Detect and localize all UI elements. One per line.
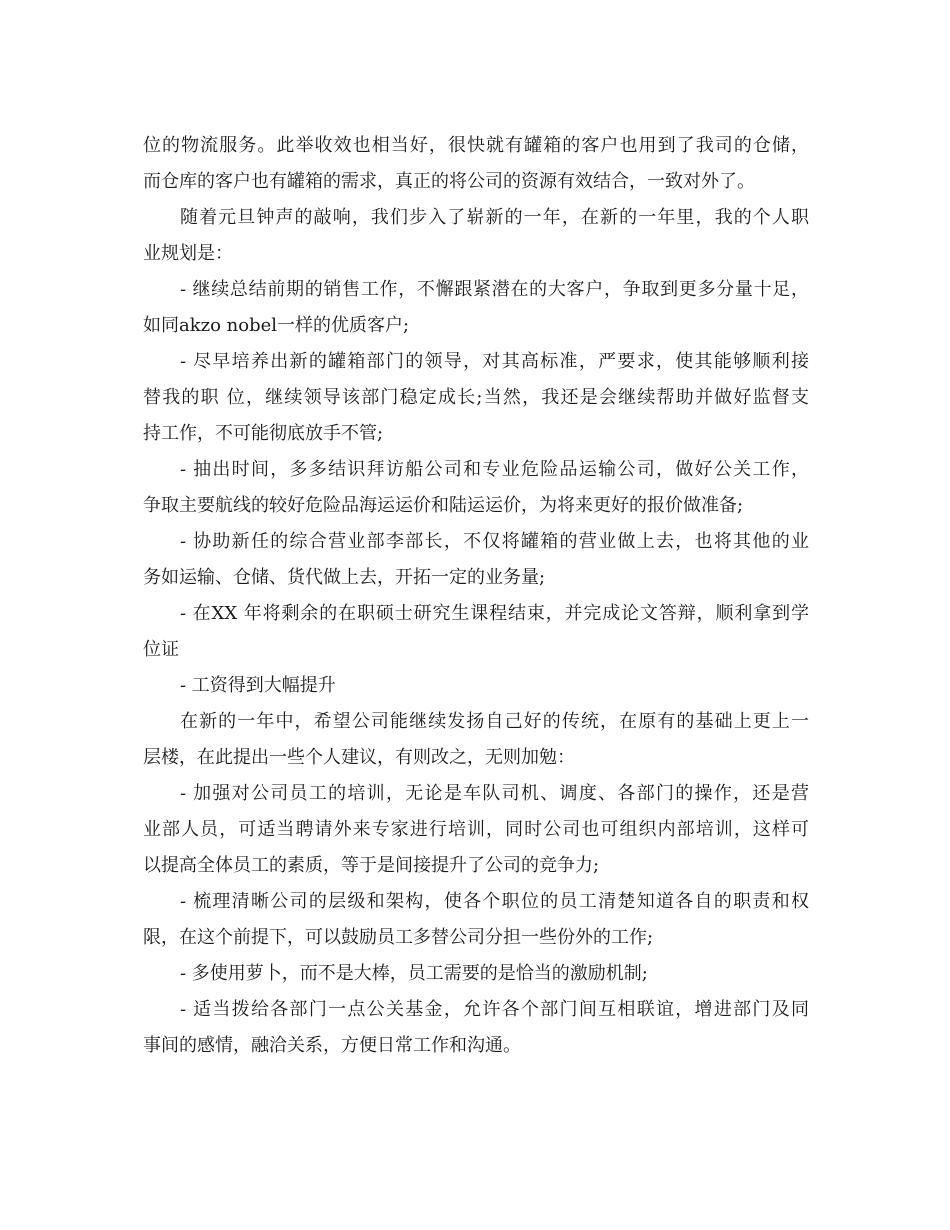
- list-item: [143, 668, 809, 704]
- paragraph: [143, 704, 809, 776]
- text-line: - 适当拨给各部门一点公关基金，允许各个部门间互相联谊，增进部门及同: [180, 999, 809, 1020]
- text-line: 在新的一年中，希望公司能继续发扬自己好的传统，在原有的基础上更上一: [180, 711, 809, 732]
- text-line: 位证: [143, 639, 179, 660]
- paragraph: [143, 200, 809, 272]
- list-item: [143, 956, 809, 992]
- text-line: 持工作，不可能彻底放手不管;: [143, 423, 384, 444]
- list-item: [143, 884, 809, 956]
- list-item: [143, 992, 809, 1064]
- text-line: 而仓库的客户也有罐箱的需求，真正的将公司的资源有效结合，一致对外了。: [143, 171, 755, 192]
- list-item: [143, 524, 809, 596]
- text-line: - 加强对公司员工的培训，无论是车队司机、调度、各部门的操作，还是营: [180, 783, 809, 804]
- text-line: 业部人员，可适当聘请外来专家进行培训，同时公司也可组织内部培训，这样可: [143, 819, 809, 840]
- list-item: [143, 776, 809, 884]
- list-item: [143, 596, 809, 668]
- text-line: - 抽出时间，多多结识拜访船公司和专业危险品运输公司，做好公关工作，: [180, 459, 809, 480]
- text-line: 位的物流服务。此举收效也相当好，很快就有罐箱的客户也用到了我司的仓储，: [143, 135, 809, 156]
- text-line: - 梳理清晰公司的层级和架构，使各个职位的员工清楚知道各自的职责和权: [180, 891, 809, 912]
- text-line: 事间的感情，融洽关系，方便日常工作和沟通。: [143, 1035, 521, 1056]
- text-line: 务如运输、仓储、货代做上去，开拓一定的业务量;: [143, 567, 546, 588]
- list-item: [143, 344, 809, 452]
- text-line: 争取主要航线的较好危险品海运运价和陆运运价，为将来更好的报价做准备;: [143, 495, 744, 516]
- text-line: 以提高全体员工的素质，等于是间接提升了公司的竞争力;: [143, 855, 600, 876]
- list-item: [143, 452, 809, 524]
- text-line: 限，在这个前提下，可以鼓励员工多替公司分担一些份外的工作;: [143, 927, 654, 948]
- text-line: - 继续总结前期的销售工作，不懈跟紧潜在的大客户，争取到更多分量十足，: [180, 279, 809, 300]
- text-line: - 工资得到大幅提升: [180, 675, 336, 696]
- list-item: [143, 272, 809, 344]
- text-line: 随着元旦钟声的敲响，我们步入了崭新的一年，在新的一年里，我的个人职: [180, 207, 809, 228]
- text-line: - 多使用萝卜，而不是大棒，员工需要的是恰当的激励机制;: [180, 963, 648, 984]
- document-body: [143, 128, 809, 1064]
- paragraph: [143, 128, 809, 200]
- text-line: 层楼，在此提出一些个人建议，有则改之，无则加勉：: [143, 747, 575, 768]
- text-line: - 在XX 年将剩余的在职硕士研究生课程结束，并完成论文答辩，顺利拿到学: [180, 603, 809, 624]
- text-line: 如同akzo nobel一样的优质客户;: [143, 315, 410, 336]
- text-line: 业规划是：: [143, 243, 233, 264]
- text-line: - 尽早培养出新的罐箱部门的领导，对其高标准，严要求，使其能够顺利接: [180, 351, 809, 372]
- text-line: - 协助新任的综合营业部李部长，不仅将罐箱的营业做上去，也将其他的业: [180, 531, 809, 552]
- text-line: 替我的职 位，继续领导该部门稳定成长;当然，我还是会继续帮助并做好监督支: [143, 387, 809, 408]
